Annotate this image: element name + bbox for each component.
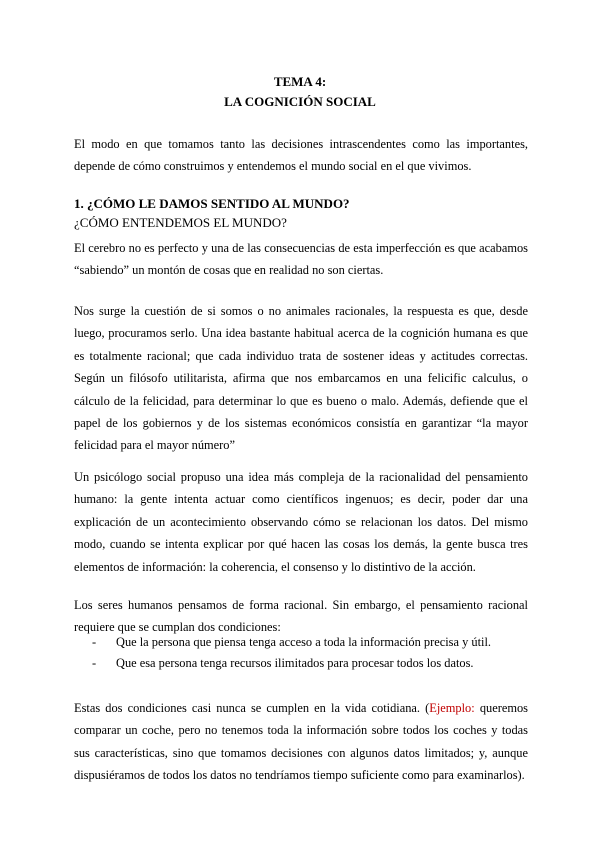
- document-title-line1: TEMA 4:: [273, 74, 327, 89]
- section-subheading: ¿CÓMO ENTENDEMOS EL MUNDO?: [74, 215, 287, 230]
- list-item-text: Que esa persona tenga recursos ilimitados para procesar todos los datos.: [116, 656, 474, 670]
- document-title-line2: LA COGNICIÓN SOCIAL: [224, 94, 376, 109]
- intro-paragraph: El modo en que tomamos tanto las decisiones intrascendentes como las importantes, depende de cómo construimos y entendemos el mundo social en el que vivimos.: [74, 137, 528, 174]
- paragraph-5: [74, 697, 528, 787]
- conditions-list: [92, 632, 522, 674]
- list-bullet: -: [92, 656, 97, 670]
- list-bullet: -: [92, 635, 97, 649]
- paragraph-3: Un psicólogo social propuso una idea más compleja de la racionalidad del pensamiento humano: la gente intenta actuar como científicos ingenuos; es decir, poder dar una explicación de un acontecimiento observando cómo se relacionan los datos. Del mismo modo, cuando se intenta explicar por qué hacen las cosas los demás, la gente busca tres elementos de información: la coherencia, el consenso y lo distintivo de la acción.: [74, 470, 528, 574]
- paragraph-5-end: queremos comparar un coche, pero no tenemos toda la información sobre todos los coches y todas sus características, sino que tomamos decisiones con algunos datos limitados; y, aunque dispusiéramos de todos los datos no tendríamos tiempo suficiente como para examinarlos).: [74, 701, 528, 783]
- list-item: [92, 632, 522, 653]
- list-item: [92, 653, 522, 674]
- example-label: Ejemplo:: [429, 701, 475, 715]
- paragraph-4: Los seres humanos pensamos de forma racional. Sin embargo, el pensamiento racional requiere que se cumplan dos condiciones:: [74, 598, 528, 635]
- list-item-text: Que la persona que piensa tenga acceso a toda la información precisa y útil.: [116, 635, 492, 649]
- section-heading: 1. ¿CÓMO LE DAMOS SENTIDO AL MUNDO?: [74, 196, 350, 211]
- paragraph-2: Nos surge la cuestión de si somos o no animales racionales, la respuesta es que, desde luego, procuramos serlo. Una idea bastante habitual acerca de la cognición humana es que es totalmente racional; que cada individuo trata de sostener ideas y actitudes correctas. Según un filósofo utilitarista, afirma que nos embarcamos en una felicific calculus, o cálculo de la felicidad, para determinar lo que es bueno o malo. Además, defiende que el papel de los gobiernos y de los sistemas económicos consistía en garantizar “la mayor felicidad para el mayor número”: [74, 304, 528, 453]
- paragraph-5-start: Estas dos condiciones casi nunca se cumplen en la vida cotidiana. (: [74, 701, 430, 715]
- paragraph-1: El cerebro no es perfecto y una de las consecuencias de esta imperfección es que acabamos “sabiendo” un montón de cosas que en realidad no son ciertas.: [74, 241, 528, 278]
